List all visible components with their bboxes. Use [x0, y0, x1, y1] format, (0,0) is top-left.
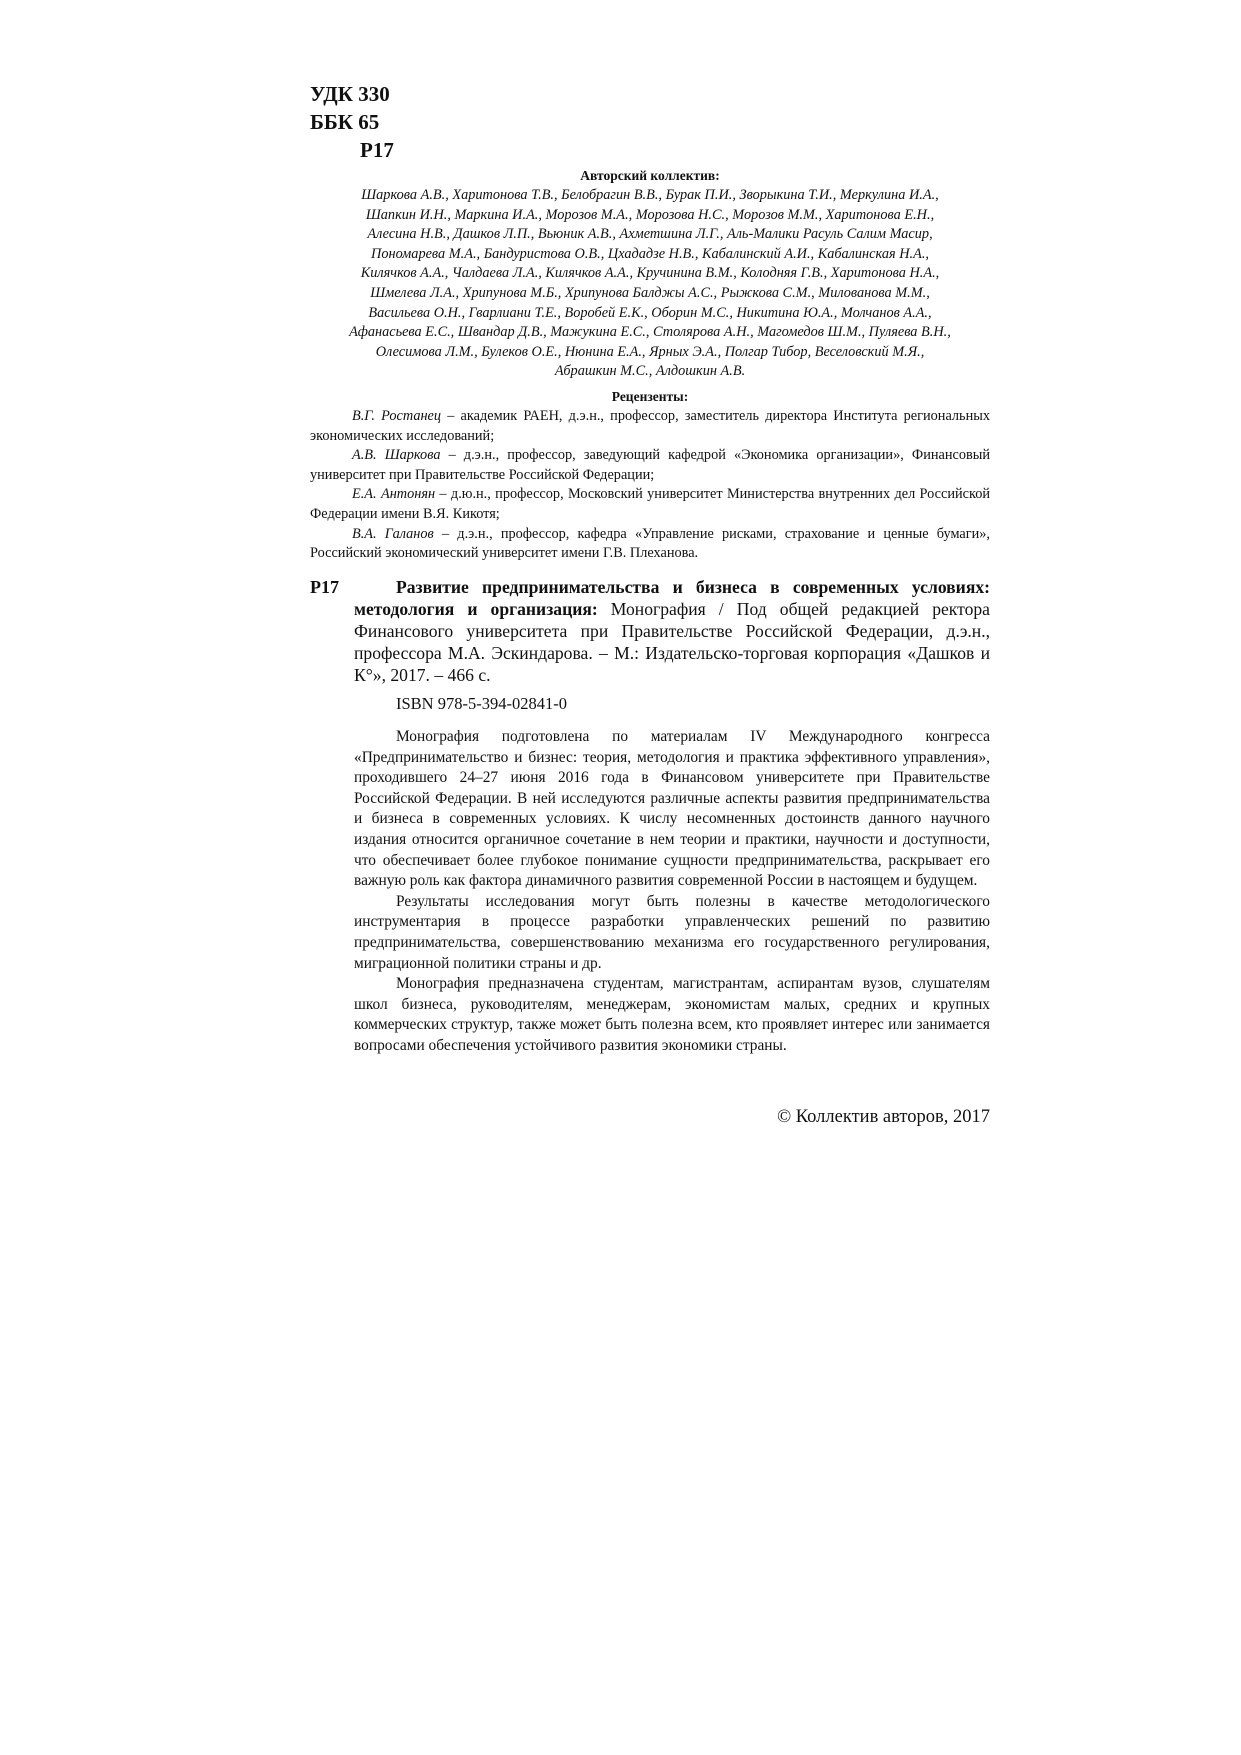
authors-list — [310, 186, 990, 382]
authors-title: Авторский коллектив: — [580, 168, 720, 183]
bbk-code: ББК 65 — [310, 110, 380, 134]
authors-line: Васильева О.Н., Гварлиани Т.Е., Воробей Е.К., Оборин М.С., Никитина Ю.А., Молчанов А.А., — [368, 304, 932, 321]
reviewers-list — [310, 407, 990, 564]
reviewer-entry — [310, 525, 990, 564]
authors-line: Абрашкин М.С., Алдошкин А.В. — [554, 363, 746, 380]
abstract-paragraph: Монография предназначена студентам, магистрантам, аспирантам вузов, слушателям школ бизнеса, руководителям, менеджерам, экономистам малых, средних и крупных коммерческих структур, также может быть полезна всем, кто проявляет интерес или занимается вопросами обеспечения устойчивого развития экономики страны. — [354, 975, 990, 1054]
authors-line: Алесина Н.В., Дашков Л.П., Вьюник А.В., Ахметшина Л.Г., Аль-Малики Расуль Салим Масир, — [367, 226, 933, 243]
reviewer-description: – д.ю.н., профессор, Московский университет Министерства внутренних дел Российской Федерации имени В.Я. Кикотя; — [310, 486, 990, 522]
book-title: Развитие предпринимательства и бизнеса в современных условиях: методология и организация: — [354, 577, 990, 619]
reviewer-entry — [310, 446, 990, 485]
authors-line: Шмелева Л.А., Хрипунова М.Б., Хрипунова Балджы А.С., Рыжкова С.М., Милованова М.М., — [370, 284, 930, 301]
reviewer-name: А.В. Шаркова — [352, 447, 441, 464]
authors-line: Пономарева М.А., Бандуристова О.В., Цхададзе Н.В., Кабалинский А.И., Кабалинская Н.А., — [371, 245, 929, 262]
authors-line: Килячков А.А., Чалдаева Л.А., Килячков А.А., Кручинина В.М., Колодняя Г.В., Харитонова Н.А., — [360, 265, 940, 282]
copyright-notice: © Коллектив авторов, 2017 — [777, 1107, 990, 1127]
authors-line: Олесимова Л.М., Булеков О.Е., Нюнина Е.А., Ярных Э.А., Полгар Тибор, Веселовский М.Я., — [375, 343, 925, 360]
abstract-paragraph: Результаты исследования могут быть полезны в качестве методологического инструментария в процессе разработки управленческих решений по развитию предпринимательства, совершенствованию механизма его государственного регулирования, миграционной политики страны и др. — [354, 892, 990, 972]
book-details: Монография / Под общей редакцией ректора Финансового университета при Правительстве Российской Федерации, д.э.н., профессора М.А. Эскиндарова. – М.: Издательско-торговая корпорация «Дашков и К°», 2017. – 466 с. — [354, 599, 990, 685]
reviewers-title: Рецензенты: — [611, 389, 689, 404]
reviewer-description: – д.э.н., профессор, кафедра «Управление рисками, страхование и ценные бумаги», Российский экономический университет имени Г.В. Плеханова. — [310, 525, 990, 562]
authors-line: Шапкин И.Н., Маркина И.А., Морозов М.А., Морозова Н.С., Морозов М.М., Харитонова Е.Н., — [365, 206, 935, 223]
author-mark: Р17 — [360, 138, 394, 162]
abstract — [354, 727, 990, 1057]
classification-codes — [310, 80, 394, 164]
isbn: ISBN 978-5-394-02841-0 — [396, 694, 567, 713]
authors-line: Шаркова А.В., Харитонова Т.В., Белобрагин В.В., Бурак П.И., Зворыкина Т.И., Меркулина И.А., — [361, 187, 939, 203]
reviewer-name: В.Г. Ростанец — [352, 408, 442, 424]
bibliography-code: Р17 — [310, 577, 339, 597]
reviewer-name: В.А. Галанов — [352, 525, 434, 542]
reviewer-entry — [310, 485, 990, 524]
authors-line: Афанасьева Е.С., Швандар Д.В., Мажукина Е.С., Столярова А.Н., Магомедов Ш.М., Пуляева В.Н., — [349, 324, 951, 341]
udk-code: УДК 330 — [310, 82, 390, 106]
reviewer-name: Е.А. Антонян — [352, 486, 436, 503]
reviewer-entry — [310, 407, 990, 446]
reviewer-description: – академик РАЕН, д.э.н., профессор, заместитель директора Института региональных экономических исследований; — [310, 408, 990, 444]
abstract-paragraph: Монография подготовлена по материалам IV Международного конгресса «Предпринимательство и бизнес: теория, методология и практика эффективного управления», проходившего 24–27 июня 2016 года в Финансовом университете при Правительстве Российской Федерации. В ней исследуются различные аспекты развития предпринимательства и бизнеса в современных условиях. К числу несомненных достоинств данного научного издания относится органичное сочетание в нем теории и практики, научности и доступности, что обеспечивает более глубокое понимание сущности предпринимательства, раскрывает его важную роль как фактора динамичного развития современной России в настоящем и будущем. — [354, 728, 990, 890]
reviewer-description: – д.э.н., профессор, заведующий кафедрой «Экономика организации», Финансовый университет при Правительстве Российской Федерации; — [310, 447, 990, 483]
bibliographic-description — [354, 576, 990, 686]
